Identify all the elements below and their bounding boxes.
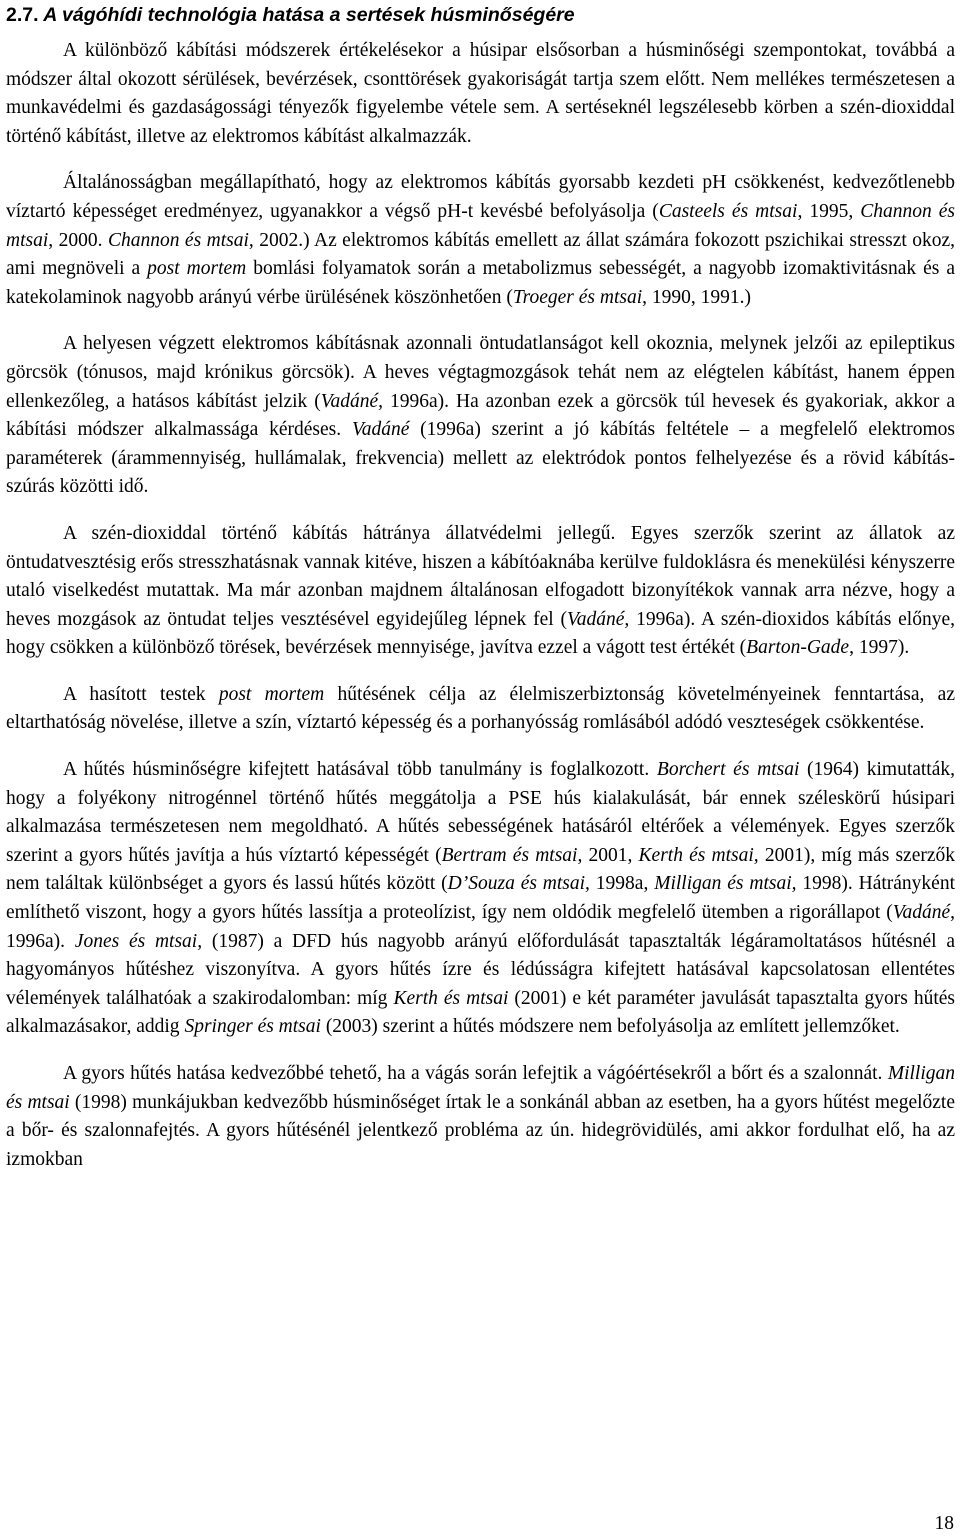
paragraph-7	[6, 1060, 955, 1174]
text-run: A helyesen végzett elektromos kábításnak azonnali öntudatlanságot kell okoznia, melynek jelzői az epileptikus görcsök (tónusos, majd krónikus görcsök). A heves végtagmozgások tehát nem az elégtelen kábítást, hanem éppen ellenkezőleg, a hatásos kábítást jelzik (	[6, 333, 955, 412]
text-run: (1987) a DFD hús nagyobb arányú előfordulását tapasztalták légáramoltatásos hűtésnél a hagyományos hűtéshez viszonyítva. A gyors hűtés ízre és lédússágra kifejtett hatásával kapcsolatosan ellentétes vélemények találhatóak a szakirodalomban: míg	[6, 930, 955, 1009]
italic-text: D’Souza és mtsai,	[447, 873, 590, 895]
text-run: 1998). Hátrányként említhető viszont, hogy a gyors hűtés lassítja a proteolízist, így nem oldódik megfelelő ütemben a rigorállapot (	[6, 873, 955, 924]
text-run: 1998a,	[589, 873, 655, 895]
italic-text: Borchert és mtsai	[656, 759, 800, 781]
italic-text: post mortem	[147, 258, 247, 280]
text-run: Általánosságban megállapítható, hogy az elektromos kábítás gyorsabb kezdeti pH csökkenést, kedvezőtlenebb víztartó képességet eredményez, ugyanakkor a végső pH-t kevésbé befolyásolja (	[6, 172, 955, 222]
italic-text: Casteels és mtsai	[658, 200, 798, 222]
paragraph-3	[6, 330, 955, 502]
section-title: A vágóhídi technológia hatása a sertések húsminőségére	[43, 4, 575, 26]
italic-text: Vadáné	[892, 902, 951, 924]
italic-text: Kerth és mtsai	[393, 987, 509, 1009]
italic-text: Channon és mtsai,	[107, 229, 254, 251]
text-run: 1996a). Ha azonban ezek a görcsök túl hevesek és gyakoriak, akkor a kábítási módszer alkalmassága kérdéses.	[6, 390, 955, 441]
text-run: (2003) szerint a hűtés módszere nem befolyásolja az említett jellemzőket.	[320, 1016, 900, 1038]
text-run: , 1997).	[849, 637, 910, 659]
italic-text: Channon és mtsai	[6, 200, 956, 251]
italic-text: Vadáné,	[320, 390, 384, 412]
paragraph-4	[6, 520, 955, 663]
paragraph-2	[6, 169, 955, 312]
text-run: , 1995,	[797, 200, 861, 222]
italic-text: Kerth és mtsai,	[638, 844, 759, 866]
text-run: (2001) e két paraméter javulását tapasztalta gyors hűtés alkalmazásakor, addig	[6, 987, 955, 1038]
italic-text: Jones és mtsai,	[74, 930, 203, 952]
text-run: , 1996a).	[6, 902, 955, 952]
text-run: (1996a) szerint a jó kábítás feltétele – a megfelelő elektromos paraméterek (árammennyiség, hullámalak, frekvencia) mellett az elektródok pontos felhelyezése és a rövid kábítás-szúrás közötti idő.	[6, 419, 955, 498]
italic-text: Milligan és mtsai,	[654, 873, 797, 895]
paragraph-6	[6, 756, 955, 1042]
section-heading	[6, 2, 946, 28]
text-run: (1998) munkájukban kedvezőbb húsminőséget írtak le a sonkánál abban az esetben, ha a gyors hűtést megelőzte a bőr- és szalonnafejtés. A gyors hűtésénél jelentkező probléma az ún. hidegrövidülés, ami akkor fordulhat elő, ha az izmokban	[6, 1091, 955, 1170]
text-run: , 1990, 1991.)	[642, 286, 752, 308]
text-run: 1996a). A szén-dioxidos kábítás előnye, hogy csökken a különböző törések, bevérzések mennyisége, javítva ezzel a vágott test értékét (	[6, 608, 956, 659]
paragraph-5	[6, 681, 955, 738]
text-run: A hasított testek	[63, 683, 219, 705]
body-text	[6, 37, 955, 1192]
italic-text: post mortem	[218, 683, 325, 705]
text-run: 2002.) Az elektromos kábítás emellett az állat számára fokozott pszichikai stresszt okoz, ami megnöveli a	[6, 229, 956, 280]
italic-text: Springer és mtsai	[184, 1016, 321, 1038]
italic-text: Bertram és mtsai,	[441, 844, 583, 866]
text-run: A szén-dioxiddal történő kábítás hátránya állatvédelmi jellegű. Egyes szerzők szerint az állatok az öntudatvesztésig erős stresszhatásnak vannak kitéve, hiszen a kábítóaknába kerülve fuldoklásra és menekülési kényszerre utaló viselkedést mutattak. Ma már azonban majdnem általánosan elfogadott bizonyítékok vannak arra nézve, hogy a heves mozgások az öntudat teljes vesztésével egyidejűleg lépnek fel (	[6, 522, 955, 630]
text-run: A hűtés húsminőségre kifejtett hatásával több tanulmány is foglalkozott.	[63, 759, 657, 781]
text-run: , 2000.	[48, 229, 108, 251]
text-run: 2001), míg más szerzők nem találtak különbséget a gyors és lassú hűtés között (	[6, 844, 955, 895]
text-run: A különböző kábítási módszerek értékelésekor a húsipar elsősorban a húsminőségi szempontokat, továbbá a módszer által okozott sérülések, bevérzések, csonttörések gyakoriságát tartja szem előtt. Nem mellékes természetesen a munkavédelmi és gazdaságossági tényezők figyelembe vétele sem. A sertéseknél legszélesebb körben a szén-dioxiddal történő kábítást, illetve az elektromos kábítást alkalmazzák.	[6, 40, 955, 147]
italic-text: Vadáné,	[567, 608, 630, 630]
text-run: hűtésének célja az élelmiszerbiztonság követelményeinek fenntartása, az eltarthatóság növelése, illetve a szín, víztartó képesség és a porhanyósság romlásából adódó veszteségek csökkentése.	[6, 683, 955, 734]
italic-text: Milligan és mtsai	[6, 1063, 955, 1113]
text-run: A gyors hűtés hatása kedvezőbbé tehető, ha a vágás során lefejtik a vágóértésekről a bőrt és a szalonnát.	[63, 1063, 888, 1084]
page-number: 18	[934, 1513, 954, 1534]
section-number: 2.7.	[6, 4, 39, 26]
italic-text: Barton-Gade	[746, 637, 850, 659]
italic-text: Vadáné	[351, 419, 410, 441]
text-run: (1964) kimutatták, hogy a folyékony nitrogénnel történő hűtés meggátolja a PSE hús kialakulását, bár ennek széleskörű húsipari alkalmazása természetesen nem megoldható. A hűtés sebességének hatásáról eltérőek a vélemények. Egyes szerzők szerint a gyors hűtés javítja a hús víztartó képességét (	[6, 759, 956, 866]
paragraph-1	[6, 37, 955, 151]
italic-text: Troeger és mtsai	[512, 286, 643, 308]
text-run: 2001,	[582, 844, 639, 866]
text-run: bomlási folyamatok során a metabolizmus sebességét, a nagyobb izomaktivitásnak és a katekolaminok nagyobb arányú vérbe ürülésének köszönhetően (	[6, 258, 955, 308]
